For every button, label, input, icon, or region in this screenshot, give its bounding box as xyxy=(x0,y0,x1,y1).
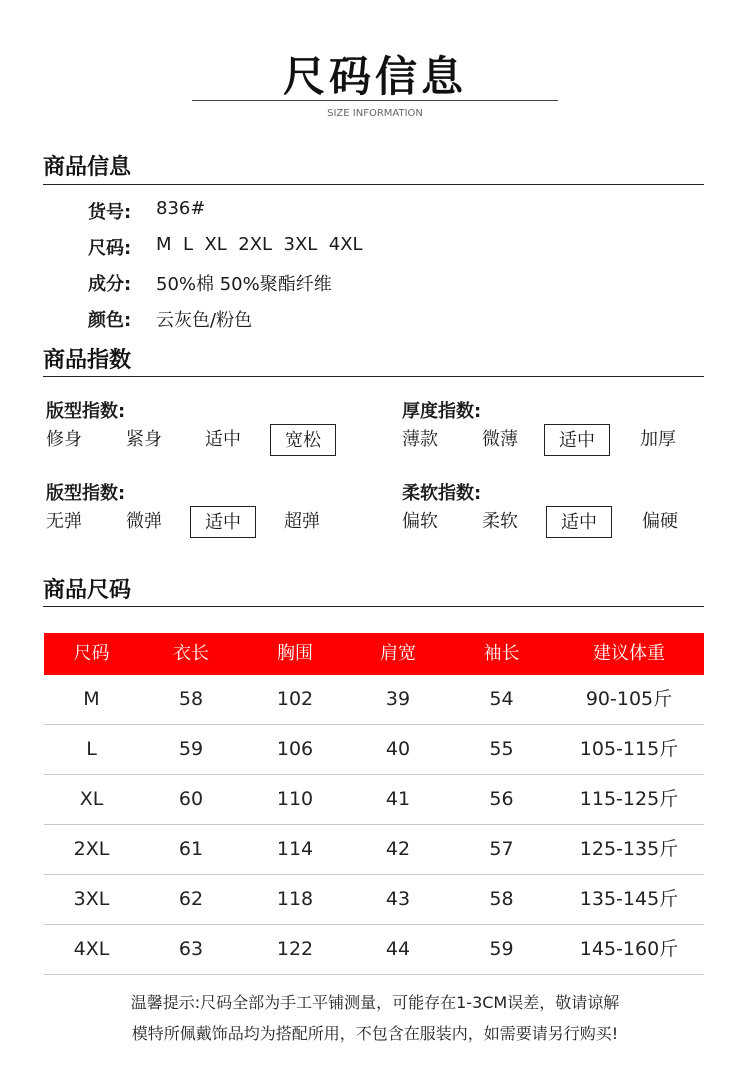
table-cell: 55 xyxy=(489,738,514,760)
table-cell: 42 xyxy=(385,838,411,860)
info-row-composition xyxy=(88,270,332,296)
table-row xyxy=(44,775,704,825)
table-cell: 62 xyxy=(178,888,204,910)
table-cell: L xyxy=(86,738,97,760)
column-header-size: 尺码 xyxy=(73,643,110,664)
table-cell: 59 xyxy=(489,938,514,960)
table-cell: 110 xyxy=(276,788,314,810)
index-label-softness: 柔软指数: xyxy=(402,483,482,504)
index-option-selected: 适中 xyxy=(544,424,610,456)
note-accessories: 模特所佩戴饰品均为搭配所用，不包含在服装内，如需要请另行购买! xyxy=(131,1024,619,1043)
index-option: 柔软 xyxy=(482,511,518,532)
table-cell: 57 xyxy=(489,838,514,860)
index-option: 加厚 xyxy=(640,429,676,450)
section-title-product-index: 商品指数 xyxy=(43,348,132,373)
table-cell: 122 xyxy=(276,938,314,960)
page-title: 尺码信息 xyxy=(282,52,467,101)
table-cell: M xyxy=(83,688,100,710)
table-cell: 2XL xyxy=(73,838,110,860)
table-row xyxy=(44,675,704,725)
table-cell: 59 xyxy=(178,738,204,760)
index-option-selected: 适中 xyxy=(190,506,256,538)
table-cell: 135-145斤 xyxy=(579,888,679,910)
index-option: 薄款 xyxy=(402,429,438,450)
table-cell: 145-160斤 xyxy=(579,938,679,960)
column-header-weight: 建议体重 xyxy=(593,643,665,664)
page-subtitle: SIZE INFORMATION xyxy=(327,108,423,119)
table-cell: 44 xyxy=(385,938,411,960)
info-label: 货号: xyxy=(88,202,132,223)
table-row xyxy=(44,725,704,775)
table-row xyxy=(44,925,704,975)
section-divider-size-chart xyxy=(43,606,704,607)
table-cell: 4XL xyxy=(73,938,110,960)
column-header-shoulder: 肩宽 xyxy=(380,643,416,664)
table-cell: 60 xyxy=(178,788,204,810)
info-value: 836# xyxy=(156,198,206,219)
table-cell: 3XL xyxy=(73,888,110,910)
index-option: 偏软 xyxy=(402,511,438,532)
index-option: 超弹 xyxy=(284,511,320,532)
table-cell: 90-105斤 xyxy=(585,688,673,710)
table-cell: XL xyxy=(79,788,104,810)
table-cell: 43 xyxy=(385,888,411,910)
info-label: 成分: xyxy=(88,274,132,295)
table-cell: 39 xyxy=(385,688,411,710)
title-divider xyxy=(192,100,558,101)
table-cell: 106 xyxy=(276,738,314,760)
info-label: 尺码: xyxy=(88,238,132,259)
column-header-length: 衣长 xyxy=(173,643,209,664)
index-option: 无弹 xyxy=(46,511,82,532)
table-cell: 58 xyxy=(489,888,514,910)
table-cell: 41 xyxy=(385,788,411,810)
size-table-header xyxy=(44,633,704,675)
index-option: 适中 xyxy=(205,429,241,450)
index-option-selected: 宽松 xyxy=(270,424,336,456)
index-option: 紧身 xyxy=(126,429,162,450)
info-row-color xyxy=(88,306,252,332)
table-cell: 54 xyxy=(489,688,514,710)
table-cell: 40 xyxy=(385,738,411,760)
table-cell: 102 xyxy=(276,688,314,710)
index-option: 微薄 xyxy=(482,429,518,450)
info-row-item-number xyxy=(88,198,205,224)
column-header-chest: 胸围 xyxy=(277,643,313,664)
info-value: 云灰色/粉色 xyxy=(156,310,253,331)
table-cell: 125-135斤 xyxy=(579,838,679,860)
table-cell: 58 xyxy=(178,688,204,710)
section-divider-product-info xyxy=(43,184,704,185)
table-cell: 61 xyxy=(178,838,204,860)
index-option: 修身 xyxy=(46,429,82,450)
table-cell: 63 xyxy=(178,938,204,960)
size-table xyxy=(44,633,704,975)
table-cell: 115-125斤 xyxy=(579,788,679,810)
index-label-stretch: 版型指数: xyxy=(46,483,126,504)
note-measurement: 温馨提示:尺码全部为手工平铺测量，可能存在1-3CM误差，敬请谅解 xyxy=(130,993,620,1012)
section-divider-product-index xyxy=(43,376,704,377)
info-value: M L XL 2XL 3XL 4XL xyxy=(156,234,363,255)
section-title-product-info: 商品信息 xyxy=(43,155,132,180)
table-row xyxy=(44,875,704,925)
index-option-selected: 适中 xyxy=(546,506,612,538)
info-label: 颜色: xyxy=(88,310,132,331)
index-label-thickness: 厚度指数: xyxy=(402,401,482,422)
table-row xyxy=(44,825,704,875)
index-label-fit: 版型指数: xyxy=(46,401,126,422)
index-option: 微弹 xyxy=(126,511,162,532)
column-header-sleeve: 袖长 xyxy=(483,643,520,664)
table-cell: 118 xyxy=(276,888,314,910)
table-cell: 114 xyxy=(276,838,314,860)
index-option: 偏硬 xyxy=(642,511,678,532)
table-cell: 56 xyxy=(489,788,514,810)
table-cell: 105-115斤 xyxy=(579,738,679,760)
info-row-sizes xyxy=(88,234,363,260)
info-value: 50%棉 50%聚酯纤维 xyxy=(156,274,332,295)
section-title-size-chart: 商品尺码 xyxy=(43,578,132,603)
